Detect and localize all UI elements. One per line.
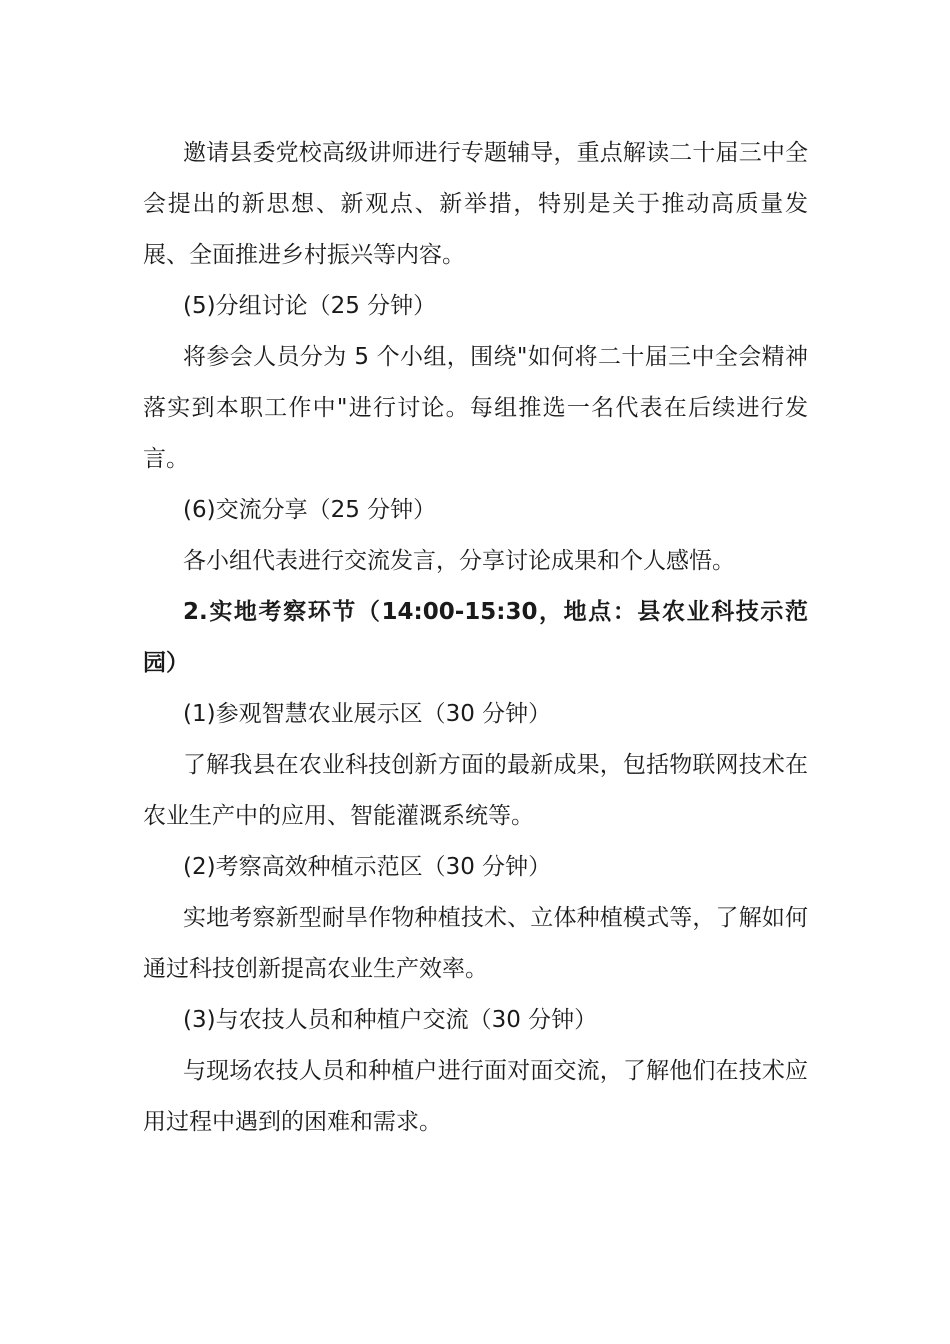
paragraph-planting-demo-detail: 实地考察新型耐旱作物种植技术、立体种植模式等，了解如何通过科技创新提高农业生产效率。 [143, 905, 808, 982]
paragraph-farmer-exchange-detail: 与现场农技人员和种植户进行面对面交流，了解他们在技术应用过程中遇到的困难和需求。 [143, 1058, 808, 1135]
paragraph-lecture-detail: 邀请县委党校高级讲师进行专题辅导，重点解读二十届三中全会提出的新思想、新观点、新举措，特别是关于推动高质量发展、全面推进乡村振兴等内容。 [143, 140, 808, 268]
section-heading-field-visit: 2.实地考察环节（14:00-15:30，地点：县农业科技示范园） [143, 599, 808, 676]
heading-farmer-exchange: (3)与农技人员和种植户交流（30 分钟） [183, 1007, 598, 1033]
paragraph-exchange-sharing-detail: 各小组代表进行交流发言，分享讨论成果和个人感悟。 [183, 548, 735, 574]
document-body [143, 128, 808, 1148]
heading-smart-agriculture: (1)参观智慧农业展示区（30 分钟） [183, 701, 552, 727]
paragraph-group-discussion-detail: 将参会人员分为 5 个小组，围绕"如何将二十届三中全会精神落实到本职工作中"进行讨论。每组推选一名代表在后续进行发言。 [143, 344, 808, 472]
paragraph-smart-agriculture-detail: 了解我县在农业科技创新方面的最新成果，包括物联网技术在农业生产中的应用、智能灌溉系统等。 [143, 752, 808, 829]
heading-exchange-sharing: (6)交流分享（25 分钟） [183, 497, 437, 523]
heading-planting-demo: (2)考察高效种植示范区（30 分钟） [183, 854, 552, 880]
heading-group-discussion: (5)分组讨论（25 分钟） [183, 293, 437, 319]
